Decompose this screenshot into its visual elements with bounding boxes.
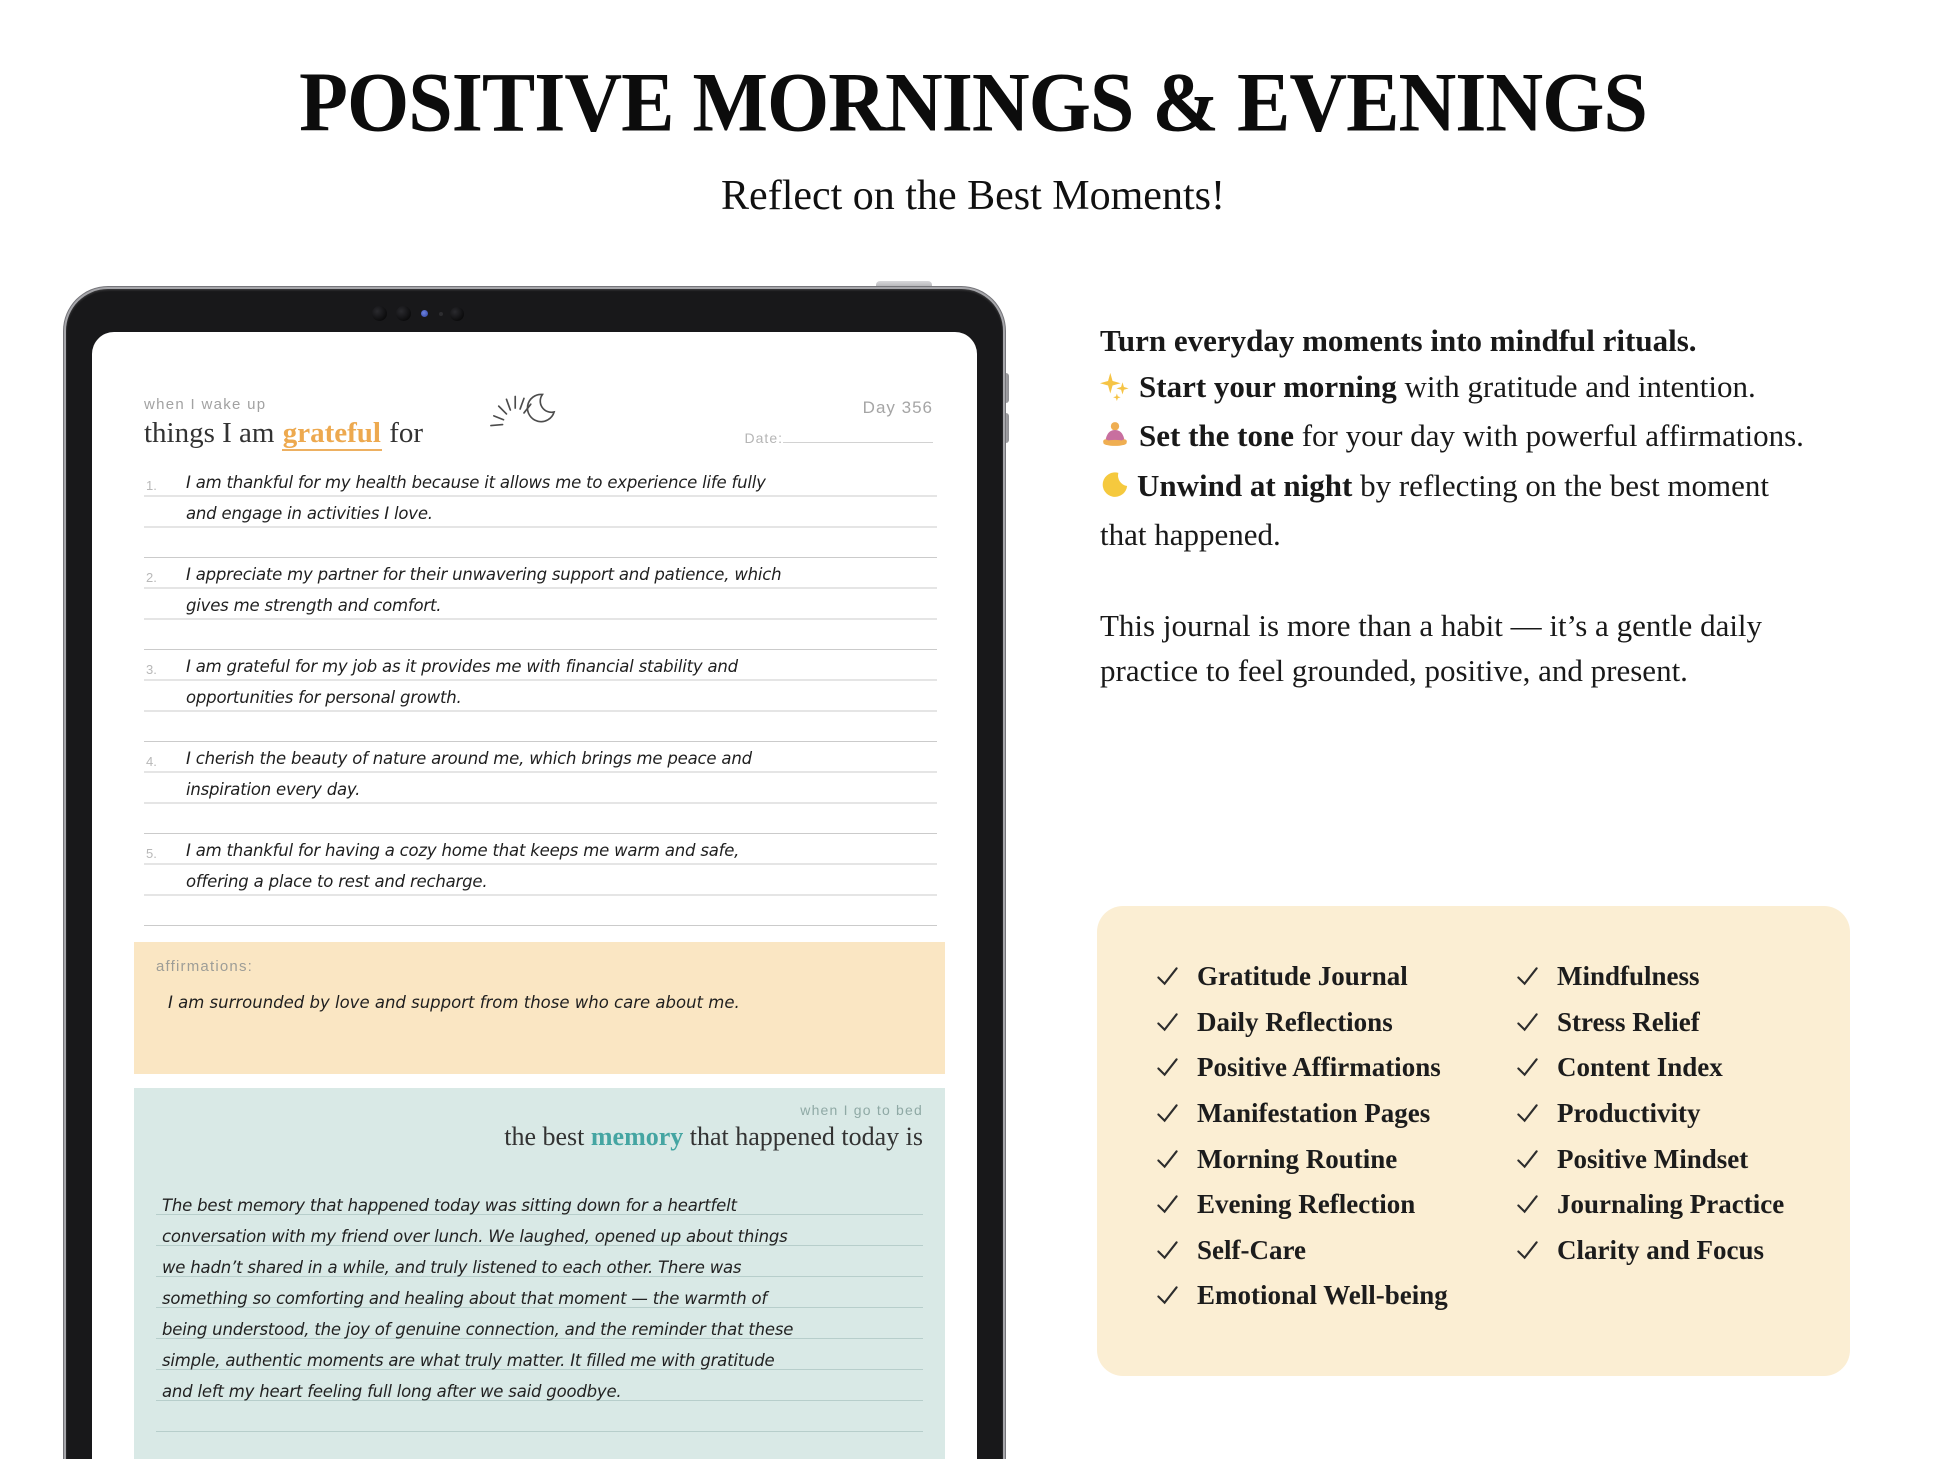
go-to-bed-label: when I go to bed (800, 1102, 923, 1118)
entry-number: 4. (146, 754, 157, 769)
memory-title-pre: the best (504, 1122, 591, 1151)
entry-number: 5. (146, 846, 157, 861)
check-icon (1515, 964, 1540, 989)
gratitude-entry (144, 466, 937, 558)
lotus-emoji (1100, 417, 1130, 463)
check-icon (1515, 1238, 1540, 1263)
feature-item (1515, 1228, 1820, 1274)
gratitude-entry (144, 742, 937, 834)
memory-title-highlight: memory (590, 1122, 684, 1151)
feature-label: Morning Routine (1197, 1143, 1398, 1174)
check-icon (1155, 1147, 1180, 1172)
gratitude-entry (144, 650, 937, 742)
memory-text: The best memory that happened today was sitting down for a heartfelt conversation with my friend over lunch. We laughed, opened up about things we hadn’t shared in a while, and truly listened to each other. There was something so comforting and healing about that moment — the warmth of being understood, the joy of genuine connection, and the reminder that these simple, authentic moments are what truly matter. It filled me with gratitude and left my heart feeling full long after we said goodbye. (162, 1196, 794, 1401)
sparkles-emoji (1100, 368, 1130, 414)
camera-sensor-icon (421, 310, 428, 317)
intro-closing: This journal is more than a habit — it’s a gentle daily practice to feel grounded, positive, and present. (1100, 607, 1763, 688)
moon-emoji (1100, 467, 1128, 513)
journal-header (144, 396, 933, 466)
camera-lens-icon (396, 306, 411, 321)
check-icon (1515, 1192, 1540, 1217)
feature-label: Gratitude Journal (1197, 961, 1408, 992)
entry-text: I am thankful for my health because it allows me to experience life fully and engage in activities I love. (186, 473, 766, 523)
intro-lead (1100, 318, 1822, 364)
point-bold: Set the tone (1139, 418, 1294, 453)
feature-item (1515, 1182, 1820, 1228)
intro-point (1100, 413, 1822, 463)
check-icon (1515, 1101, 1540, 1126)
feature-label: Content Index (1557, 1052, 1723, 1083)
best-memory-section (134, 1088, 945, 1459)
camera-lens-icon (450, 307, 464, 321)
feature-item (1155, 1228, 1515, 1274)
date-input-line (783, 430, 933, 443)
day-counter: Day 356 (862, 398, 933, 417)
gratitude-title-highlight: grateful (282, 417, 381, 449)
check-icon (1155, 1192, 1180, 1217)
wake-up-label: when I wake up (144, 396, 267, 413)
feature-label: Evening Reflection (1197, 1189, 1416, 1220)
check-icon (1155, 1283, 1180, 1308)
feature-item (1515, 1000, 1820, 1046)
sun-moon-icon (488, 388, 558, 439)
gratitude-title-pre: things I am (144, 417, 282, 449)
check-icon (1155, 1101, 1180, 1126)
entry-number: 1. (146, 478, 157, 493)
memory-title-post: that happened today is (683, 1122, 923, 1151)
feature-label: Daily Reflections (1197, 1006, 1393, 1037)
entry-number: 3. (146, 662, 157, 677)
point-rest: for your day with powerful affirmations. (1293, 418, 1804, 453)
check-icon (1155, 1010, 1180, 1035)
point-rest: with gratitude and intention. (1396, 368, 1756, 404)
check-icon (1155, 964, 1180, 989)
feature-label: Stress Relief (1557, 1006, 1700, 1037)
point-bold: Start your morning (1139, 368, 1397, 404)
gratitude-entries (144, 466, 937, 926)
affirmations-section (134, 942, 945, 1074)
gratitude-entry (144, 558, 937, 650)
tablet-camera-cluster (372, 306, 464, 321)
features-column-right (1515, 954, 1820, 1376)
intro-point (1100, 364, 1822, 414)
feature-item (1155, 954, 1515, 1000)
tablet-screen (92, 332, 977, 1459)
feature-label: Positive Affirmations (1197, 1052, 1441, 1083)
feature-item (1155, 1091, 1515, 1137)
entry-number: 2. (146, 570, 157, 585)
tablet-mockup (64, 287, 1005, 1459)
memory-title (156, 1122, 923, 1152)
feature-item (1515, 1091, 1820, 1137)
camera-mic-icon (439, 312, 443, 316)
gratitude-title-post: for (382, 417, 424, 449)
check-icon (1515, 1010, 1540, 1035)
intro-point (1100, 463, 1822, 558)
check-icon (1155, 1238, 1180, 1263)
entry-text: I cherish the beauty of nature around me, which brings me peace and inspiration every day. (186, 749, 752, 799)
feature-label: Mindfulness (1557, 961, 1700, 992)
feature-item (1155, 1182, 1515, 1228)
entry-text: I am thankful for having a cozy home that keeps me warm and safe, offering a place to rest and recharge. (186, 841, 740, 891)
gratitude-entry (144, 834, 937, 926)
feature-label: Emotional Well-being (1197, 1280, 1448, 1311)
entry-text: I appreciate my partner for their unwavering support and patience, which gives me strength and comfort. (186, 565, 782, 615)
check-icon (1155, 1055, 1180, 1080)
feature-item (1155, 1136, 1515, 1182)
check-icon (1515, 1147, 1540, 1172)
feature-label: Clarity and Focus (1557, 1234, 1765, 1265)
point-bold: Unwind at night (1137, 467, 1353, 503)
feature-item (1515, 1136, 1820, 1182)
feature-item (1155, 1000, 1515, 1046)
date-row (745, 430, 933, 446)
affirmation-text: I am surrounded by love and support from those who care about me. (168, 993, 740, 1012)
affirmations-label: affirmations: (156, 958, 254, 975)
feature-label: Productivity (1557, 1098, 1701, 1129)
feature-label: Manifestation Pages (1197, 1098, 1431, 1129)
feature-item (1155, 1273, 1515, 1319)
intro-lead-text: Turn everyday moments into mindful rituals. (1100, 323, 1697, 358)
memory-ruled-lines (156, 1184, 923, 1459)
feature-label: Positive Mindset (1557, 1143, 1749, 1174)
intro-copy (1100, 318, 1822, 694)
entry-text: I am grateful for my job as it provides me with financial stability and opportunities for personal growth. (186, 657, 738, 707)
camera-lens-icon (372, 306, 387, 321)
feature-label: Journaling Practice (1557, 1189, 1785, 1220)
features-column-left (1155, 954, 1515, 1376)
feature-item (1515, 1045, 1820, 1091)
page-subtitle: Reflect on the Best Moments! (721, 173, 1225, 219)
date-label: Date: (744, 430, 783, 446)
point-rest: by reflecting on the best moment that happened. (1100, 467, 1770, 552)
page-title: POSITIVE MORNINGS & EVENINGS (299, 56, 1647, 150)
check-icon (1515, 1055, 1540, 1080)
feature-item (1515, 954, 1820, 1000)
features-box (1097, 906, 1850, 1376)
day-date-block (745, 398, 933, 446)
feature-label: Self-Care (1197, 1234, 1306, 1265)
feature-item (1155, 1045, 1515, 1091)
